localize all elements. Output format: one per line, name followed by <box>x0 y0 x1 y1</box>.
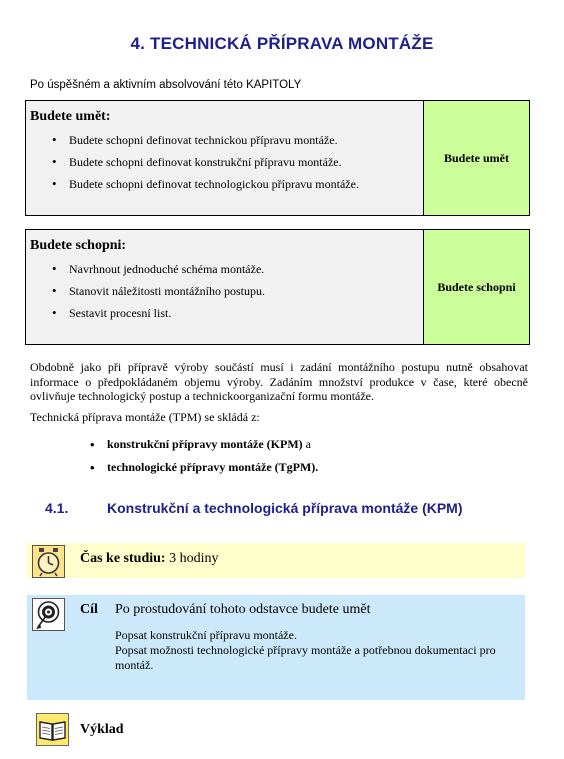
list-item: • Budete schopni definovat technologickou přípravu montáže. <box>52 173 423 195</box>
goal-line: Popsat možnosti technologické přípravy montáže a potřebnou dokumentaci pro montáž. <box>115 643 496 672</box>
objective-list <box>30 258 423 324</box>
objective-side-label: Budete schopni <box>424 230 529 344</box>
study-time-label <box>80 551 218 567</box>
objective-box-umet <box>25 100 530 216</box>
study-time-value: 3 hodiny <box>165 551 219 566</box>
list-item-bold: technologické přípravy montáže (TgPM). <box>107 460 319 474</box>
target-icon <box>32 598 65 631</box>
list-item: • Sestavit procesní list. <box>52 302 423 324</box>
objective-list-panel <box>26 230 424 344</box>
list-item-tail: a <box>302 437 311 451</box>
objective-list-panel <box>26 101 424 215</box>
tpm-list <box>90 433 318 479</box>
list-item <box>90 456 318 479</box>
study-time-key: Čas ke studiu: <box>80 551 166 566</box>
explanation-label: Výklad <box>80 722 124 737</box>
list-item: • Budete schopni definovat technickou přípravu montáže. <box>52 129 423 151</box>
body-paragraph: Technická příprava montáže (TPM) se skládá z: <box>30 410 260 424</box>
objective-side-label: Budete umět <box>424 101 529 215</box>
list-item: • Budete schopni definovat konstrukční přípravu montáže. <box>52 151 423 173</box>
goal-line: Popsat konstrukční přípravu montáže. <box>115 628 297 642</box>
goal-lines <box>115 628 525 673</box>
clock-icon <box>32 545 65 578</box>
objective-list <box>30 129 423 195</box>
section-title: Konstrukční a technologická příprava montáže (KPM) <box>107 500 463 516</box>
list-item: • Stanovit náležitosti montážního postupu. <box>52 280 423 302</box>
page-title: 4. TECHNICKÁ PŘÍPRAVA MONTÁŽE <box>130 34 434 53</box>
list-item: • Navrhnout jednoduché schéma montáže. <box>52 258 423 280</box>
goal-label: Cíl <box>80 602 98 617</box>
list-item-bold: konstrukční přípravy montáže (KPM) <box>107 437 303 451</box>
objective-heading: Budete umět: <box>30 109 111 124</box>
section-number: 4.1. <box>45 500 69 516</box>
objective-heading: Budete schopni: <box>30 238 127 253</box>
objective-box-schopni <box>25 229 530 345</box>
book-icon <box>36 713 69 746</box>
list-item <box>90 433 318 456</box>
body-paragraph: Obdobně jako při přípravě výroby součástí musí i zadání montážního postupu nutně obsahovat informace o předpokládaném objemu výroby. Zadáním množství produkce v čase, které obecně ovlivňuje technologický postup a technickoorganizační formu montáže. <box>30 360 528 403</box>
goal-text: Po prostudování tohoto odstavce budete umět <box>115 602 371 617</box>
intro-text: Po úspěšném a aktivním absolvování této KAPITOLY <box>30 79 302 91</box>
